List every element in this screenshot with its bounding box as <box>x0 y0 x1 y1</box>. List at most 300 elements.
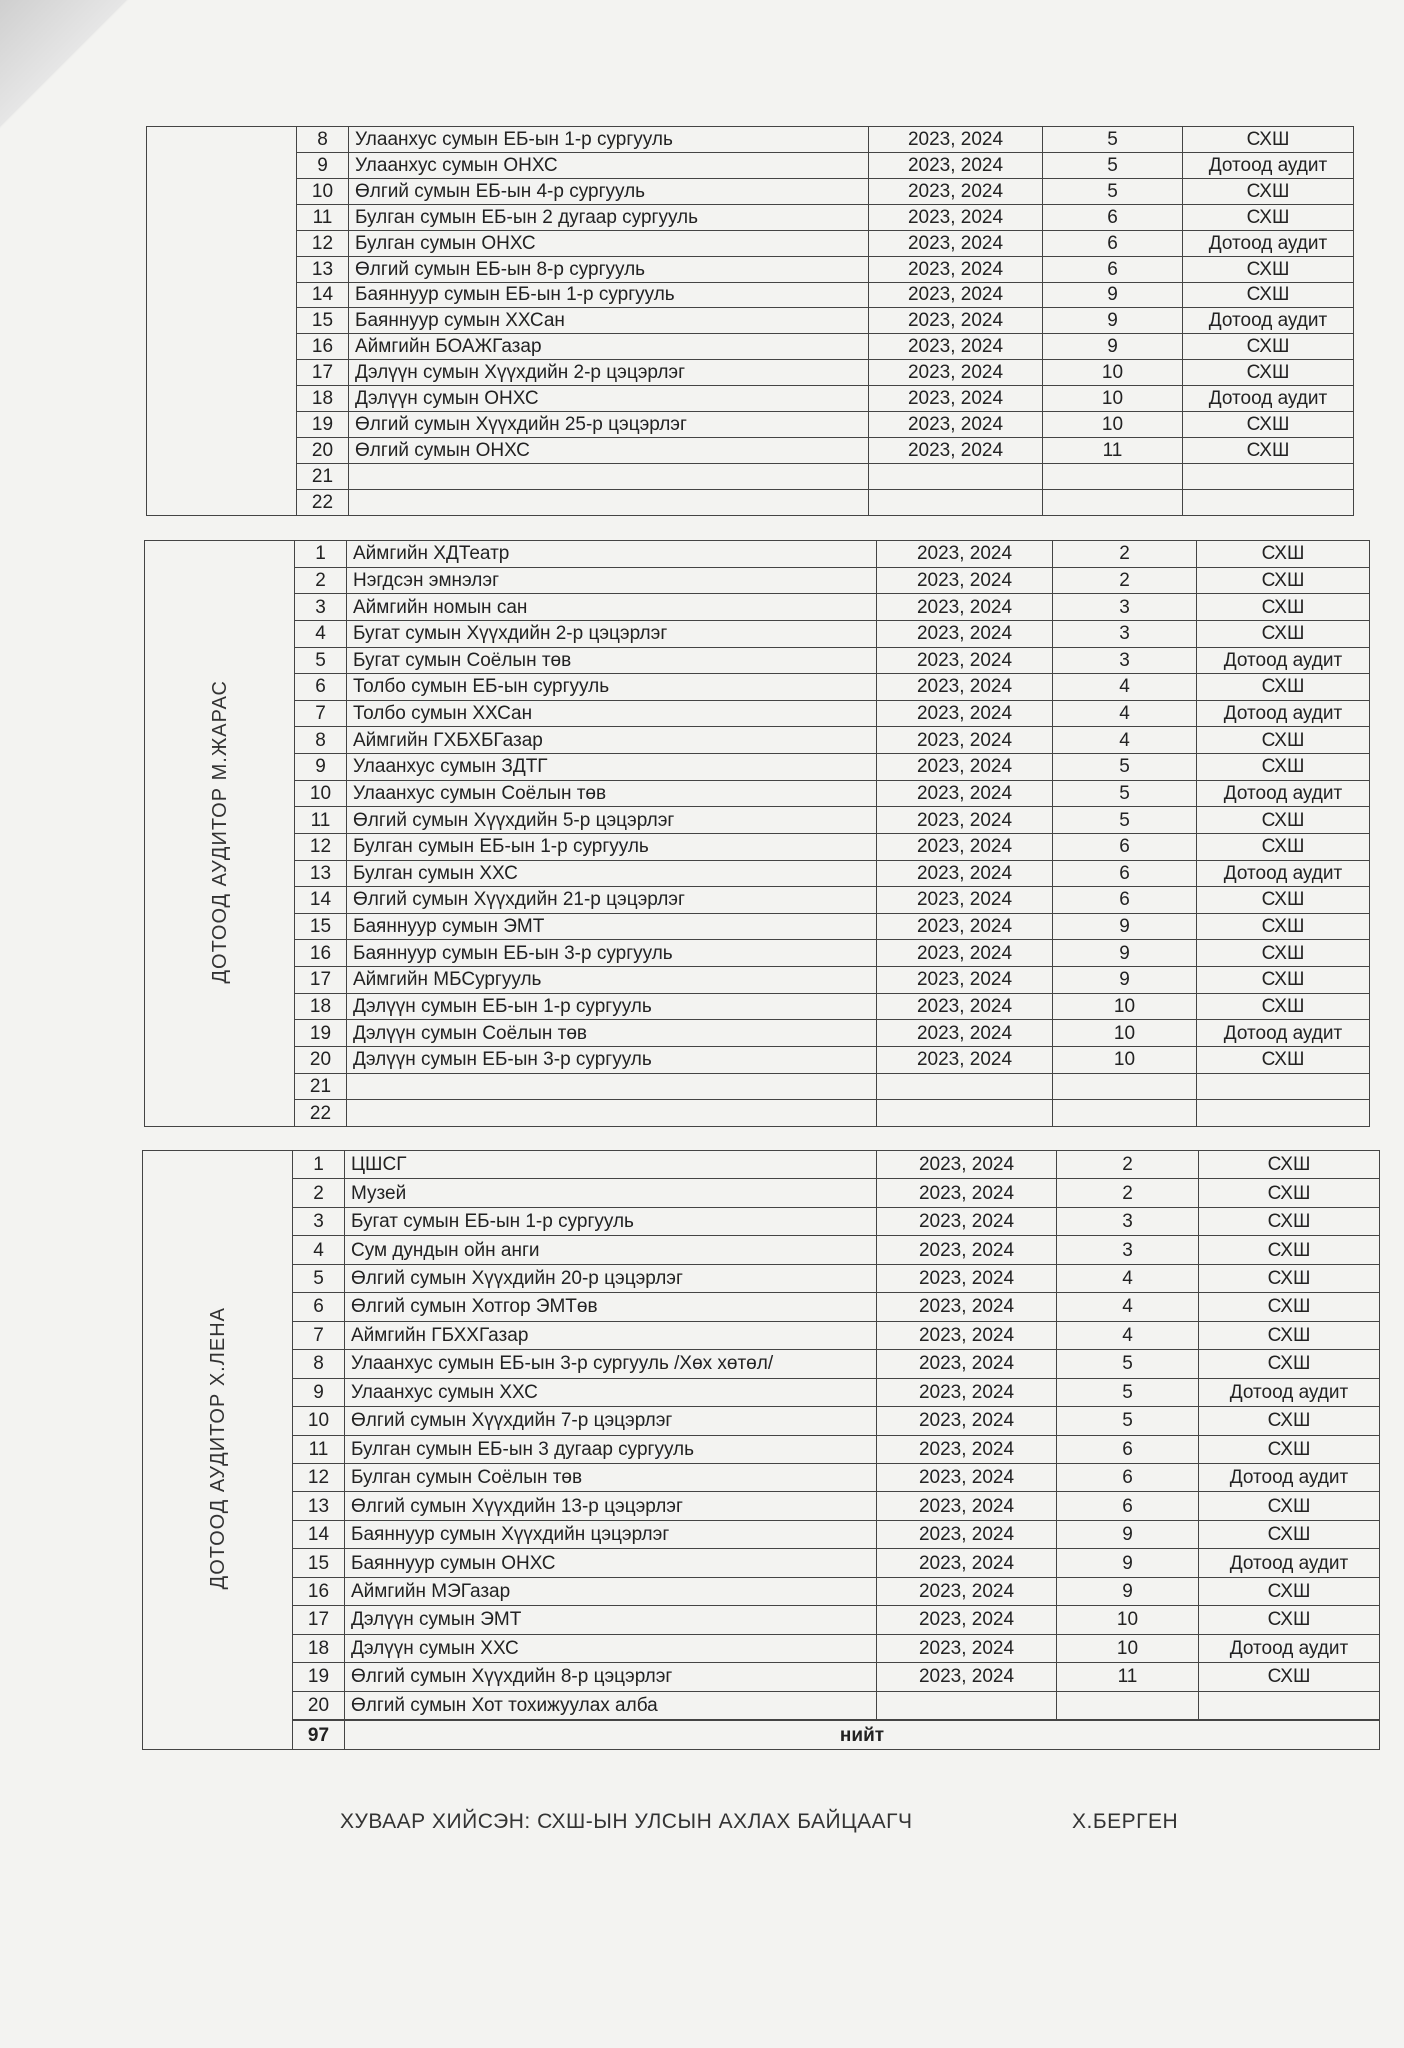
table-row <box>147 204 1354 230</box>
audit-month: 4 <box>1057 1293 1199 1321</box>
footer-signature: Х.БЕРГЕН <box>1072 1810 1179 1833</box>
audit-month: 6 <box>1053 860 1197 887</box>
table-row <box>145 780 1370 807</box>
audit-years: 2023, 2024 <box>869 230 1043 256</box>
table-row <box>145 754 1370 781</box>
audit-type: СХШ <box>1183 334 1354 360</box>
organization-name: Булган сумын ЕБ-ын 3 дугаар сургууль <box>345 1435 877 1463</box>
audit-type: СХШ <box>1199 1207 1380 1235</box>
audit-years: 2023, 2024 <box>877 967 1053 994</box>
audit-type: СХШ <box>1183 412 1354 438</box>
organization-name: Баяннуур сумын ЕБ-ын 3-р сургууль <box>347 940 877 967</box>
audit-type: Дотоод аудит <box>1197 1020 1370 1047</box>
table-row <box>147 282 1354 308</box>
audit-years <box>869 463 1043 489</box>
audit-type: Дотоод аудит <box>1183 386 1354 412</box>
row-number: 15 <box>293 1549 345 1577</box>
organization-name: Өлгий сумын Хүүхдийн 13-р цэцэрлэг <box>345 1492 877 1520</box>
table-row <box>147 256 1354 282</box>
table-row <box>145 727 1370 754</box>
row-number: 18 <box>295 993 347 1020</box>
organization-name: Өлгий сумын Хүүхдийн 20-р цэцэрлэг <box>345 1264 877 1292</box>
audit-type: СХШ <box>1199 1435 1380 1463</box>
audit-type: Дотоод аудит <box>1197 860 1370 887</box>
audit-month: 9 <box>1043 334 1183 360</box>
row-number: 14 <box>295 887 347 914</box>
audit-month: 10 <box>1043 360 1183 386</box>
row-number: 3 <box>295 594 347 621</box>
audit-month: 6 <box>1043 256 1183 282</box>
organization-name: Улаанхус сумын ЗДТГ <box>347 754 877 781</box>
audit-month: 2 <box>1057 1151 1199 1179</box>
footer-left: ХУВААР ХИЙСЭН: СХШ-ЫН УЛСЫН АХЛАХ БАЙЦААГЧ <box>340 1810 913 1833</box>
row-number: 6 <box>295 674 347 701</box>
audit-month: 9 <box>1057 1549 1199 1577</box>
audit-type: Дотоод аудит <box>1199 1378 1380 1406</box>
audit-years: 2023, 2024 <box>869 282 1043 308</box>
organization-name: Толбо сумын ЕБ-ын сургууль <box>347 674 877 701</box>
organization-name: Аймгийн МБСургууль <box>347 967 877 994</box>
row-number: 1 <box>295 541 347 568</box>
audit-month <box>1053 1100 1197 1127</box>
organization-name: Баяннуур сумын ХХСан <box>349 308 869 334</box>
row-number: 18 <box>297 386 349 412</box>
audit-type: СХШ <box>1197 754 1370 781</box>
organization-name: Улаанхус сумын ХХС <box>345 1378 877 1406</box>
audit-type: Дотоод аудит <box>1197 780 1370 807</box>
row-number: 19 <box>297 412 349 438</box>
table-row <box>147 308 1354 334</box>
row-number: 6 <box>293 1293 345 1321</box>
row-number: 10 <box>297 178 349 204</box>
table-row <box>143 1435 1380 1463</box>
row-number: 11 <box>297 204 349 230</box>
organization-name: Өлгий сумын Хүүхдийн 7-р цэцэрлэг <box>345 1407 877 1435</box>
audit-type: Дотоод аудит <box>1199 1463 1380 1491</box>
organization-name: Улаанхус сумын ОНХС <box>349 152 869 178</box>
audit-years: 2023, 2024 <box>877 860 1053 887</box>
row-number: 21 <box>297 463 349 489</box>
row-number: 14 <box>293 1520 345 1548</box>
organization-name: Улаанхус сумын ЕБ-ын 3-р сургууль /Хөх хөтөл/ <box>345 1350 877 1378</box>
audit-years: 2023, 2024 <box>877 1435 1057 1463</box>
audit-type <box>1197 1100 1370 1127</box>
organization-name: Нэгдсэн эмнэлэг <box>347 567 877 594</box>
row-number: 19 <box>293 1663 345 1691</box>
table-row <box>143 1378 1380 1406</box>
audit-month: 5 <box>1043 127 1183 153</box>
audit-years: 2023, 2024 <box>877 754 1053 781</box>
audit-type: СХШ <box>1199 1663 1380 1691</box>
table-row <box>145 833 1370 860</box>
row-number: 13 <box>293 1492 345 1520</box>
audit-years: 2023, 2024 <box>877 940 1053 967</box>
audit-month: 10 <box>1057 1634 1199 1662</box>
audit-years: 2023, 2024 <box>877 541 1053 568</box>
audit-years: 2023, 2024 <box>877 1378 1057 1406</box>
audit-type: СХШ <box>1199 1264 1380 1292</box>
audit-type: СХШ <box>1197 567 1370 594</box>
audit-month: 5 <box>1053 807 1197 834</box>
row-number: 10 <box>295 780 347 807</box>
organization-name: Өлгий сумын ЕБ-ын 4-р сургууль <box>349 178 869 204</box>
table-row <box>143 1207 1380 1235</box>
table-row <box>145 541 1370 568</box>
audit-month: 6 <box>1043 230 1183 256</box>
audit-type: СХШ <box>1183 256 1354 282</box>
audit-type: СХШ <box>1197 594 1370 621</box>
table-row <box>147 412 1354 438</box>
audit-years: 2023, 2024 <box>877 1321 1057 1349</box>
audit-years: 2023, 2024 <box>877 594 1053 621</box>
audit-type: СХШ <box>1197 940 1370 967</box>
audit-years: 2023, 2024 <box>877 727 1053 754</box>
row-number: 11 <box>295 807 347 834</box>
audit-type: СХШ <box>1183 438 1354 464</box>
organization-name <box>347 1073 877 1100</box>
table-row <box>147 178 1354 204</box>
audit-month: 9 <box>1057 1577 1199 1605</box>
row-number: 16 <box>293 1577 345 1605</box>
row-number: 8 <box>297 127 349 153</box>
auditor-label-cell <box>147 127 297 516</box>
row-number: 11 <box>293 1435 345 1463</box>
audit-month: 3 <box>1053 620 1197 647</box>
audit-type: СХШ <box>1197 674 1370 701</box>
audit-month: 3 <box>1057 1236 1199 1264</box>
table-row <box>145 700 1370 727</box>
audit-years: 2023, 2024 <box>877 1293 1057 1321</box>
audit-years: 2023, 2024 <box>877 1407 1057 1435</box>
table-row <box>147 152 1354 178</box>
audit-type: СХШ <box>1199 1350 1380 1378</box>
row-number: 4 <box>293 1236 345 1264</box>
schedule-table <box>142 1150 1380 1750</box>
auditor-name: ДОТООД АУДИТОР Х.ЛЕНА <box>206 1306 229 1590</box>
audit-years: 2023, 2024 <box>877 1492 1057 1520</box>
audit-type: СХШ <box>1183 360 1354 386</box>
auditor-name: ДОТООД АУДИТОР М.ЖАРАС <box>208 679 231 984</box>
row-number: 10 <box>293 1407 345 1435</box>
table-row <box>147 489 1354 515</box>
audit-type: СХШ <box>1197 913 1370 940</box>
audit-month: 9 <box>1043 308 1183 334</box>
audit-month: 6 <box>1057 1435 1199 1463</box>
schedule-table-1 <box>146 126 1354 516</box>
audit-years <box>877 1691 1057 1719</box>
audit-type: СХШ <box>1197 967 1370 994</box>
table-row <box>143 1151 1380 1179</box>
row-number: 4 <box>295 620 347 647</box>
audit-type: СХШ <box>1197 833 1370 860</box>
audit-type: Дотоод аудит <box>1197 647 1370 674</box>
audit-years: 2023, 2024 <box>877 1606 1057 1634</box>
organization-name: Өлгий сумын Хотгор ЭМТөв <box>345 1293 877 1321</box>
audit-month: 5 <box>1057 1378 1199 1406</box>
audit-month: 5 <box>1057 1407 1199 1435</box>
audit-type: Дотоод аудит <box>1199 1549 1380 1577</box>
row-number: 16 <box>297 334 349 360</box>
table-row <box>145 940 1370 967</box>
row-number: 8 <box>293 1350 345 1378</box>
organization-name: Дэлүүн сумын Соёлын төв <box>347 1020 877 1047</box>
audit-month: 9 <box>1053 940 1197 967</box>
audit-type: СХШ <box>1197 887 1370 914</box>
organization-name: Булган сумын ХХС <box>347 860 877 887</box>
auditor-label-cell <box>145 541 295 1127</box>
organization-name: Өлгий сумын Хүүхдийн 21-р цэцэрлэг <box>347 887 877 914</box>
audit-years: 2023, 2024 <box>877 780 1053 807</box>
audit-years: 2023, 2024 <box>877 887 1053 914</box>
row-number: 12 <box>293 1463 345 1491</box>
table-row <box>143 1634 1380 1662</box>
row-number: 20 <box>293 1691 345 1719</box>
audit-type: СХШ <box>1199 1407 1380 1435</box>
table-row <box>147 438 1354 464</box>
audit-years: 2023, 2024 <box>877 1151 1057 1179</box>
audit-years: 2023, 2024 <box>877 1236 1057 1264</box>
audit-type: Дотоод аудит <box>1183 152 1354 178</box>
table-row <box>145 620 1370 647</box>
row-number: 15 <box>297 308 349 334</box>
organization-name: Булган сумын Соёлын төв <box>345 1463 877 1491</box>
row-number: 9 <box>297 152 349 178</box>
audit-type <box>1199 1691 1380 1719</box>
audit-month: 5 <box>1053 780 1197 807</box>
audit-type: Дотоод аудит <box>1199 1634 1380 1662</box>
table-row <box>145 647 1370 674</box>
organization-name <box>349 489 869 515</box>
organization-name: Өлгий сумын ОНХС <box>349 438 869 464</box>
audit-years: 2023, 2024 <box>877 700 1053 727</box>
row-number: 21 <box>295 1073 347 1100</box>
organization-name: Улаанхус сумын Соёлын төв <box>347 780 877 807</box>
audit-years: 2023, 2024 <box>869 256 1043 282</box>
table-row <box>147 360 1354 386</box>
row-number: 20 <box>295 1046 347 1073</box>
organization-name: Булган сумын ОНХС <box>349 230 869 256</box>
organization-name: Өлгий сумын Хүүхдийн 8-р цэцэрлэг <box>345 1663 877 1691</box>
audit-years: 2023, 2024 <box>877 1046 1053 1073</box>
audit-years: 2023, 2024 <box>877 620 1053 647</box>
audit-type: Дотоод аудит <box>1183 230 1354 256</box>
table-row <box>145 860 1370 887</box>
audit-type <box>1183 489 1354 515</box>
row-number: 18 <box>293 1634 345 1662</box>
table-row <box>147 334 1354 360</box>
table-row <box>145 567 1370 594</box>
audit-years: 2023, 2024 <box>877 1350 1057 1378</box>
audit-years: 2023, 2024 <box>869 386 1043 412</box>
audit-years: 2023, 2024 <box>877 1264 1057 1292</box>
auditor-label-cell <box>143 1151 293 1750</box>
audit-month: 6 <box>1053 833 1197 860</box>
organization-name: Улаанхус сумын ЕБ-ын 1-р сургууль <box>349 127 869 153</box>
table-row <box>147 463 1354 489</box>
row-number: 15 <box>295 913 347 940</box>
audit-type <box>1197 1073 1370 1100</box>
organization-name: Баяннуур сумын ЭМТ <box>347 913 877 940</box>
audit-type: СХШ <box>1199 1577 1380 1605</box>
audit-month: 11 <box>1043 438 1183 464</box>
audit-month: 4 <box>1053 674 1197 701</box>
table-row <box>143 1293 1380 1321</box>
table-row <box>145 1020 1370 1047</box>
audit-years: 2023, 2024 <box>877 674 1053 701</box>
table-row <box>143 1321 1380 1349</box>
audit-type: Дотоод аудит <box>1197 700 1370 727</box>
audit-years: 2023, 2024 <box>869 127 1043 153</box>
table-row <box>143 1520 1380 1548</box>
audit-month: 6 <box>1057 1463 1199 1491</box>
audit-type: СХШ <box>1199 1606 1380 1634</box>
table-row <box>147 127 1354 153</box>
row-number: 12 <box>295 833 347 860</box>
row-number: 20 <box>297 438 349 464</box>
audit-type: СХШ <box>1199 1151 1380 1179</box>
row-number: 17 <box>293 1606 345 1634</box>
audit-years: 2023, 2024 <box>877 1207 1057 1235</box>
table-row <box>145 807 1370 834</box>
table-row <box>145 1073 1370 1100</box>
audit-years: 2023, 2024 <box>877 1463 1057 1491</box>
audit-month: 10 <box>1057 1606 1199 1634</box>
schedule-table-3 <box>142 1150 1380 1750</box>
table-row <box>145 594 1370 621</box>
organization-name: Өлгий сумын Хүүхдийн 5-р цэцэрлэг <box>347 807 877 834</box>
audit-type: СХШ <box>1197 620 1370 647</box>
audit-years: 2023, 2024 <box>869 334 1043 360</box>
audit-month: 10 <box>1053 993 1197 1020</box>
audit-years: 2023, 2024 <box>877 1577 1057 1605</box>
audit-month: 4 <box>1057 1264 1199 1292</box>
row-number: 9 <box>295 754 347 781</box>
row-number: 13 <box>295 860 347 887</box>
audit-years: 2023, 2024 <box>877 647 1053 674</box>
audit-years: 2023, 2024 <box>877 1520 1057 1548</box>
audit-years: 2023, 2024 <box>877 993 1053 1020</box>
schedule-table-2 <box>144 540 1370 1127</box>
organization-name: Дэлүүн сумын ХХС <box>345 1634 877 1662</box>
audit-type: СХШ <box>1199 1321 1380 1349</box>
audit-month: 9 <box>1053 967 1197 994</box>
organization-name: Дэлүүн сумын ЭМТ <box>345 1606 877 1634</box>
audit-month <box>1053 1073 1197 1100</box>
audit-month: 6 <box>1053 887 1197 914</box>
organization-name: Аймгийн МЭГазар <box>345 1577 877 1605</box>
audit-years: 2023, 2024 <box>869 438 1043 464</box>
audit-month <box>1043 463 1183 489</box>
table-row <box>143 1407 1380 1435</box>
row-number: 19 <box>295 1020 347 1047</box>
table-row <box>145 887 1370 914</box>
organization-name: Аймгийн ХДТеатр <box>347 541 877 568</box>
audit-type: СХШ <box>1199 1293 1380 1321</box>
audit-month: 10 <box>1043 412 1183 438</box>
audit-years <box>877 1073 1053 1100</box>
audit-years <box>877 1100 1053 1127</box>
table-row <box>147 230 1354 256</box>
organization-name: Толбо сумын ХХСан <box>347 700 877 727</box>
row-number: 17 <box>295 967 347 994</box>
audit-years: 2023, 2024 <box>877 1020 1053 1047</box>
audit-month: 3 <box>1053 594 1197 621</box>
audit-month: 4 <box>1053 727 1197 754</box>
organization-name: Булган сумын ЕБ-ын 1-р сургууль <box>347 833 877 860</box>
row-number: 13 <box>297 256 349 282</box>
table-row <box>143 1606 1380 1634</box>
audit-type: СХШ <box>1199 1520 1380 1548</box>
audit-years <box>869 489 1043 515</box>
audit-month: 10 <box>1053 1046 1197 1073</box>
audit-month: 2 <box>1053 541 1197 568</box>
organization-name <box>349 463 869 489</box>
row-number: 1 <box>293 1151 345 1179</box>
organization-name: Аймгийн ГХБХБГазар <box>347 727 877 754</box>
table-row <box>143 1350 1380 1378</box>
audit-years: 2023, 2024 <box>869 412 1043 438</box>
audit-month: 11 <box>1057 1663 1199 1691</box>
audit-month: 9 <box>1057 1520 1199 1548</box>
organization-name: Өлгий сумын Хот тохижуулах алба <box>345 1691 877 1719</box>
table-row <box>143 1236 1380 1264</box>
audit-month: 6 <box>1057 1492 1199 1520</box>
organization-name: Бугат сумын Соёлын төв <box>347 647 877 674</box>
organization-name: Дэлүүн сумын ЕБ-ын 3-р сургууль <box>347 1046 877 1073</box>
audit-years: 2023, 2024 <box>869 360 1043 386</box>
organization-name: Өлгий сумын ЕБ-ын 8-р сургууль <box>349 256 869 282</box>
organization-name: Баяннуур сумын ОНХС <box>345 1549 877 1577</box>
audit-type: СХШ <box>1183 282 1354 308</box>
table-row <box>145 1046 1370 1073</box>
table-row <box>145 967 1370 994</box>
audit-years: 2023, 2024 <box>869 308 1043 334</box>
schedule-table <box>146 126 1354 516</box>
audit-month <box>1043 489 1183 515</box>
organization-name: Булган сумын ЕБ-ын 2 дугаар сургууль <box>349 204 869 230</box>
row-number: 22 <box>297 489 349 515</box>
row-number: 7 <box>293 1321 345 1349</box>
row-number: 9 <box>293 1378 345 1406</box>
organization-name: Аймгийн номын сан <box>347 594 877 621</box>
audit-years: 2023, 2024 <box>877 1663 1057 1691</box>
audit-type: СХШ <box>1197 727 1370 754</box>
organization-name: Дэлүүн сумын ОНХС <box>349 386 869 412</box>
table-row <box>143 1577 1380 1605</box>
audit-month: 10 <box>1043 386 1183 412</box>
audit-type: Дотоод аудит <box>1183 308 1354 334</box>
audit-month: 9 <box>1053 913 1197 940</box>
organization-name <box>347 1100 877 1127</box>
audit-month: 5 <box>1053 754 1197 781</box>
organization-name: Бугат сумын ЕБ-ын 1-р сургууль <box>345 1207 877 1235</box>
audit-years: 2023, 2024 <box>877 567 1053 594</box>
table-row <box>145 1100 1370 1127</box>
row-number: 17 <box>297 360 349 386</box>
audit-years: 2023, 2024 <box>877 807 1053 834</box>
audit-type: СХШ <box>1197 541 1370 568</box>
total-count: 97 <box>293 1721 345 1750</box>
table-row <box>143 1463 1380 1491</box>
audit-type: СХШ <box>1183 127 1354 153</box>
total-row <box>143 1721 1380 1750</box>
audit-month: 4 <box>1053 700 1197 727</box>
row-number: 5 <box>295 647 347 674</box>
table-row <box>143 1492 1380 1520</box>
table-row <box>143 1549 1380 1577</box>
audit-month: 3 <box>1057 1207 1199 1235</box>
row-number: 14 <box>297 282 349 308</box>
